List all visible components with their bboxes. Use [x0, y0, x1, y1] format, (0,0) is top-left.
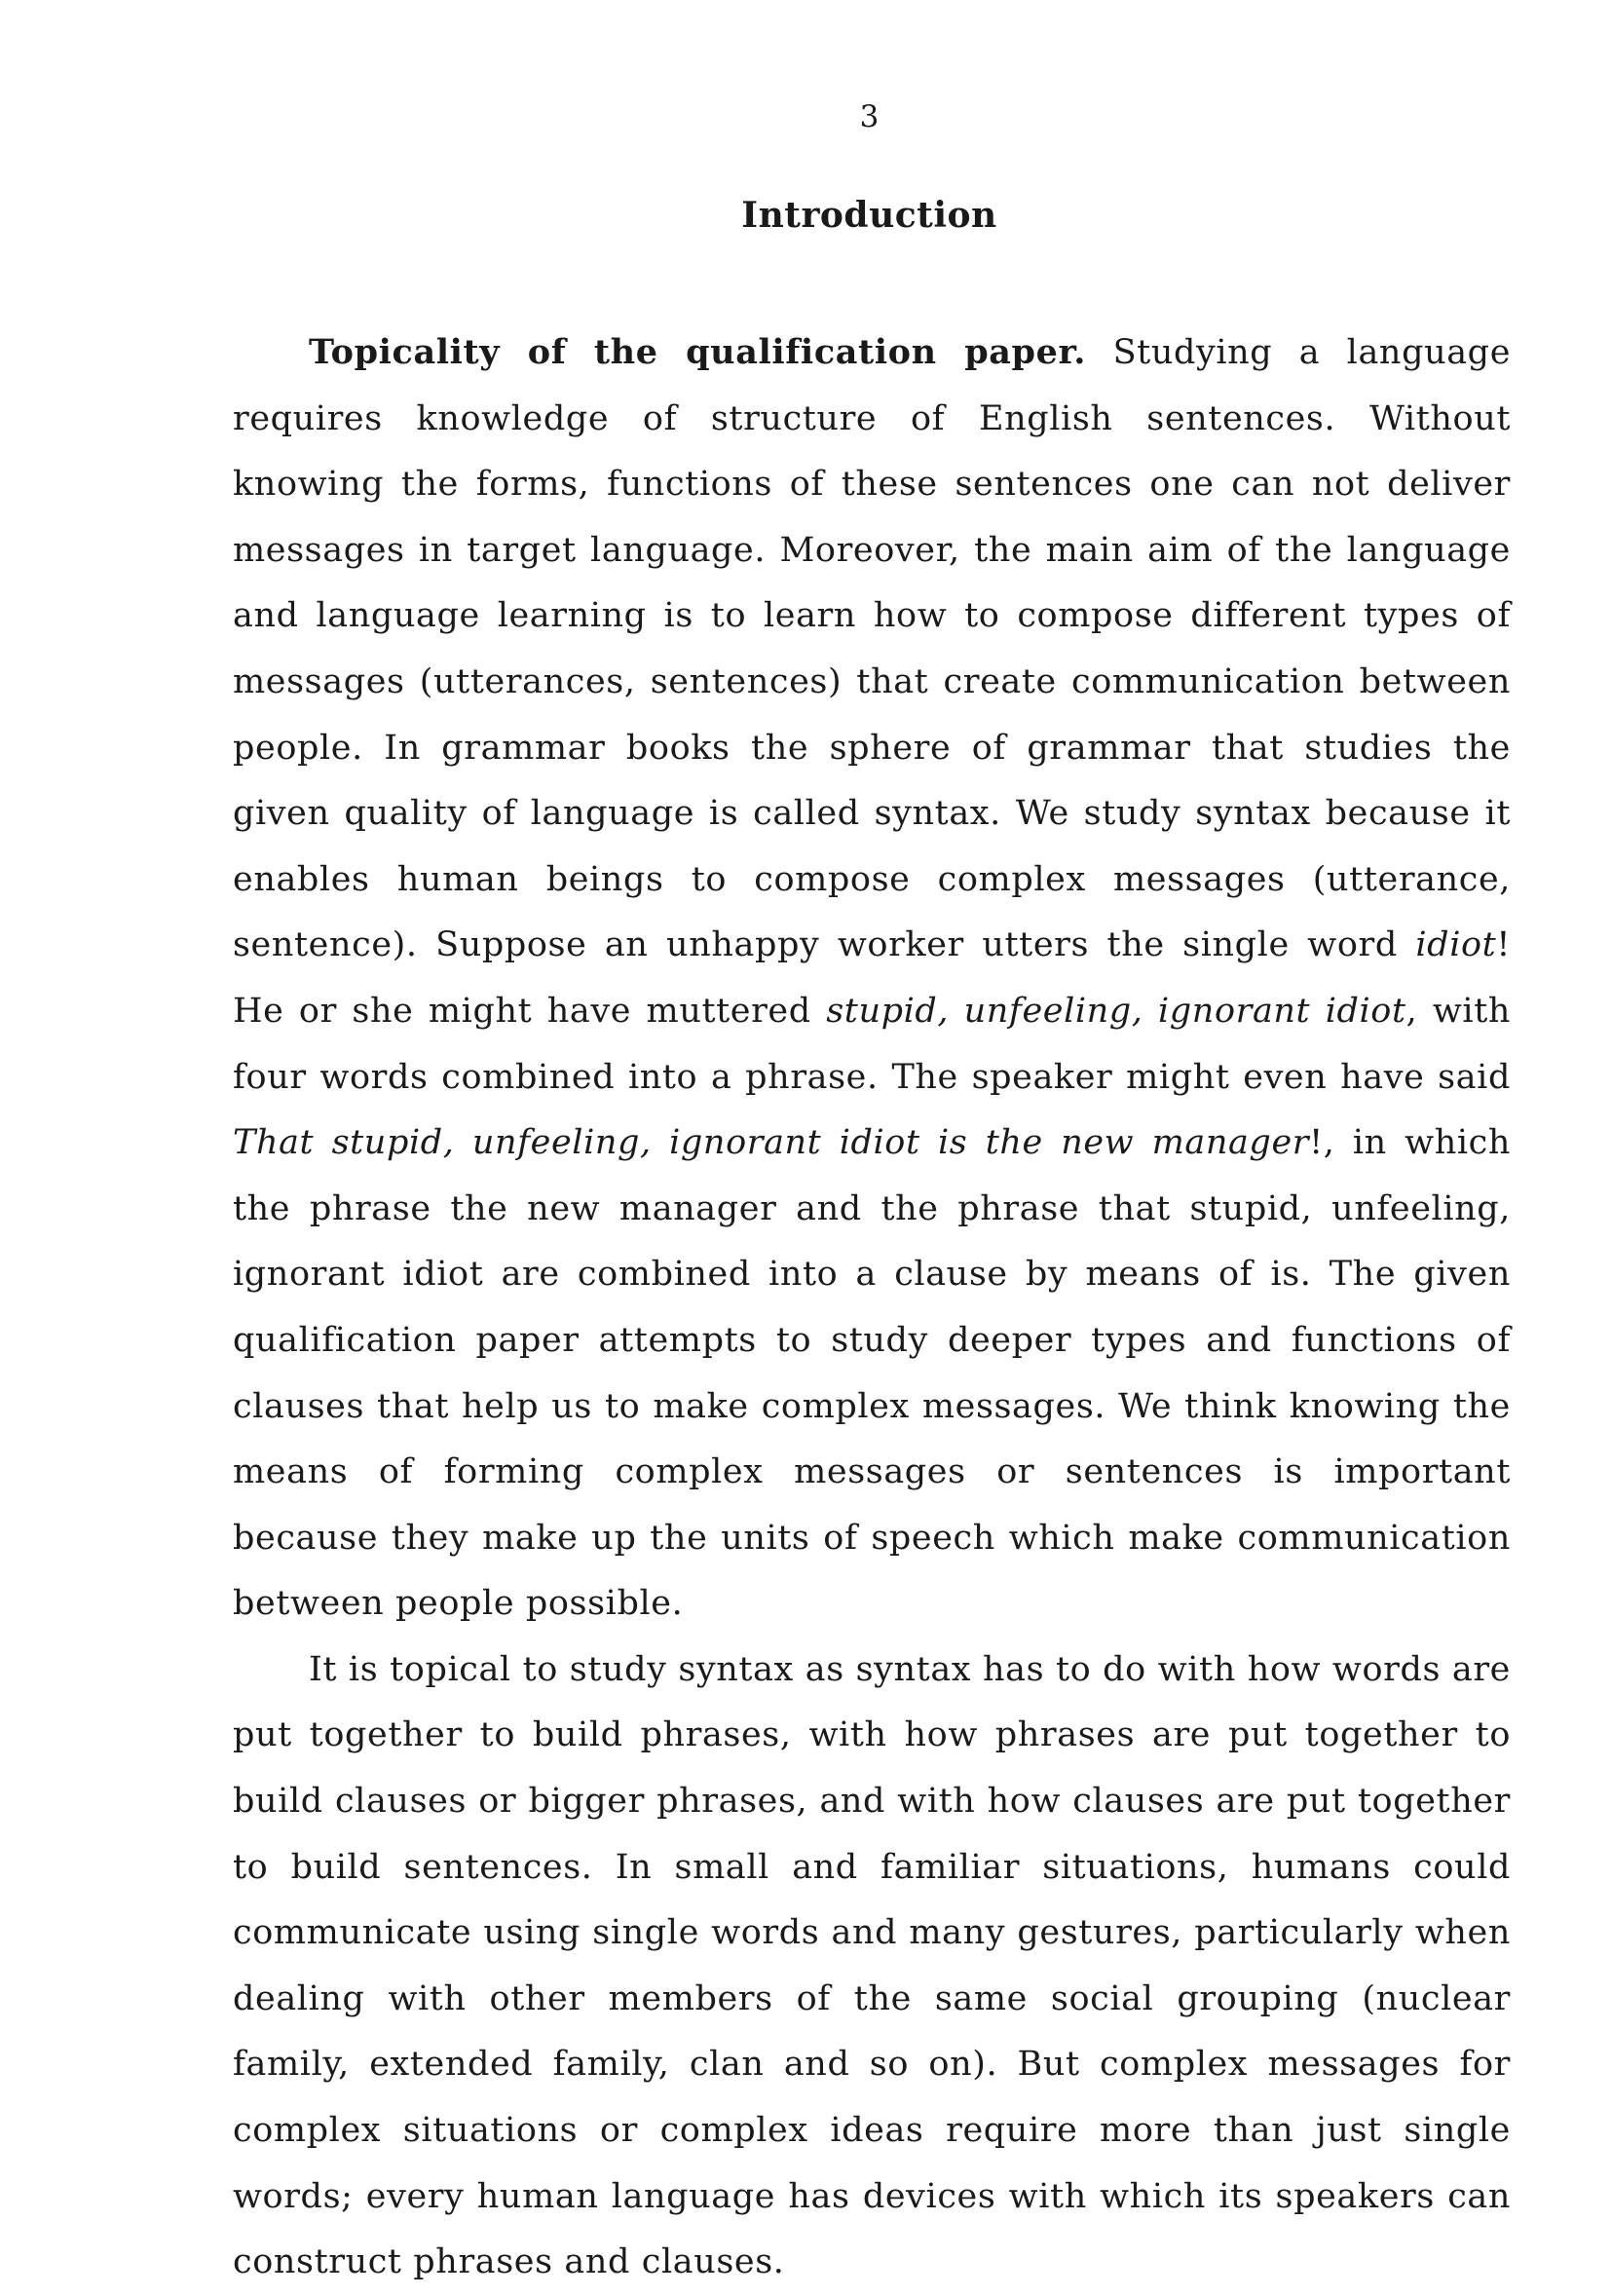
paragraph-text: !, in which the phrase the new manager and the phrase that stupid, unfeeling, ignorant idiot are combined into a clause by means of is. The given qualification paper attempts to study deeper types and functions of clauses that help us to make complex messages. We think knowing the means of forming complex messages or sentences is important because they make up the units of speech which make communication between people possible.: [233, 1123, 1511, 1624]
italic-example: idiot: [1415, 925, 1497, 965]
paragraph-text: ! He or she might have muttered: [233, 925, 1511, 1031]
section-heading: Introduction: [741, 195, 997, 236]
body-text: [233, 320, 1511, 2296]
paragraph-lead: Topicality of the qualification paper.: [309, 332, 1087, 372]
paragraph-text: , with four words combined into a phrase. The speaker might even have said: [233, 991, 1512, 1097]
paragraph-syntax: It is topical to study syntax as syntax has to do with how words are put together to build phrases, with how phrases are put together to build clauses or bigger phrases, and with how clauses are put together to build sentences. In small and familiar situations, humans could communicate using single words and many gestures, particularly when dealing with other members of the same social grouping (nuclear family, extended family, clan and so on). But complex messages for complex situations or complex ideas require more than just single words; every human language has devices with which its speakers can construct phrases and clauses.: [233, 1649, 1511, 2282]
italic-example: stupid, unfeeling, ignorant idiot: [826, 991, 1406, 1031]
paragraph-text: Studying a language requires knowledge of structure of English sentences. Without knowing the forms, functions of these sentences one can not deliver messages in target language. Moreover, the main aim of the language and language learning is to learn how to compose different types of messages (utterances, sentences) that create communication between people. In grammar books the sphere of grammar that studies the given quality of language is called syntax. We study syntax because it enables human beings to compose complex messages (utterance, sentence). Suppose an unhappy worker utters the single word: [233, 333, 1512, 965]
paragraph-topicality: [233, 320, 1511, 1637]
page-number: 3: [859, 99, 880, 134]
italic-example: That stupid, unfeeling, ignorant idiot is the new manager: [233, 1123, 1310, 1163]
